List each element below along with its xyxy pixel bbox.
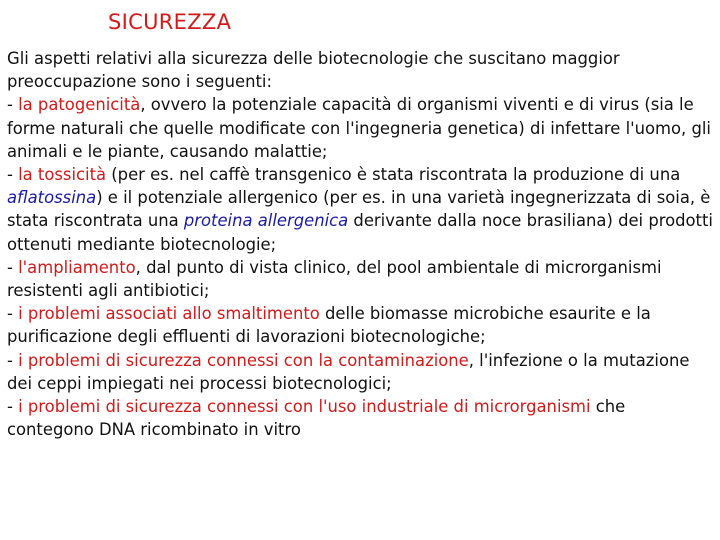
item-highlight: la patogenicità bbox=[18, 95, 141, 115]
italic-term-proteina-allergenica: proteina allergenica bbox=[183, 211, 349, 231]
item-prefix: - bbox=[7, 257, 19, 277]
list-item-tossicita bbox=[7, 163, 713, 256]
list-item-uso-industriale bbox=[7, 395, 713, 441]
item-highlight: la tossicità bbox=[18, 165, 107, 185]
item-highlight: i problemi di sicurezza connessi con l'uso industriale di microrganismi bbox=[18, 397, 591, 417]
list-item-smaltimento bbox=[7, 302, 713, 348]
item-text: (per es. nel caffè transgenico è stata riscontrata la produzione di una bbox=[106, 165, 681, 185]
item-text: , ovvero la potenziale capacità di organismi viventi e di virus (sia le forme naturali che quelle modificate con l'ingegneria genetica) di infettare l'uomo, gli animali e le piante, causando malattie; bbox=[7, 95, 711, 161]
item-text: delle biomasse microbiche esaurite e la purificazione degli effluenti di lavorazioni biotecnologiche; bbox=[7, 304, 651, 347]
item-highlight: l'ampliamento bbox=[18, 257, 136, 277]
item-text: ) e il potenziale allergenico (per es. in una varietà ingegnerizzata di soia, è stata riscontrata una bbox=[7, 188, 711, 231]
item-text: , dal punto di vista clinico, del pool ambientale di microrganismi resistenti agli antibiotici; bbox=[7, 257, 662, 301]
item-prefix: - bbox=[7, 165, 19, 185]
item-text: derivante dalla noce brasiliana) dei prodotti ottenuti mediante biotecnologie; bbox=[7, 211, 713, 254]
item-prefix: - bbox=[7, 95, 19, 115]
item-prefix: - bbox=[7, 304, 19, 324]
item-highlight: i problemi associati allo smaltimento bbox=[18, 304, 320, 324]
item-prefix: - bbox=[7, 350, 19, 370]
slide-body bbox=[7, 47, 713, 441]
list-item-patogenicita bbox=[7, 93, 713, 163]
item-text: , l'infezione o la mutazione dei ceppi impiegati nei processi biotecnologici; bbox=[7, 350, 690, 393]
page-title: SICUREZZA bbox=[108, 10, 232, 34]
item-prefix: - bbox=[7, 397, 19, 417]
list-item-contaminazione bbox=[7, 349, 713, 395]
intro-paragraph: Gli aspetti relativi alla sicurezza delle biotecnologie che suscitano maggior preoccupazione sono i seguenti: bbox=[7, 49, 620, 92]
item-highlight: i problemi di sicurezza connessi con la contaminazione bbox=[18, 350, 469, 370]
list-item-ampliamento bbox=[7, 256, 713, 302]
item-text: che contegono DNA ricombinato in vitro bbox=[7, 397, 626, 440]
italic-term-aflatossina: aflatossina bbox=[7, 188, 97, 208]
